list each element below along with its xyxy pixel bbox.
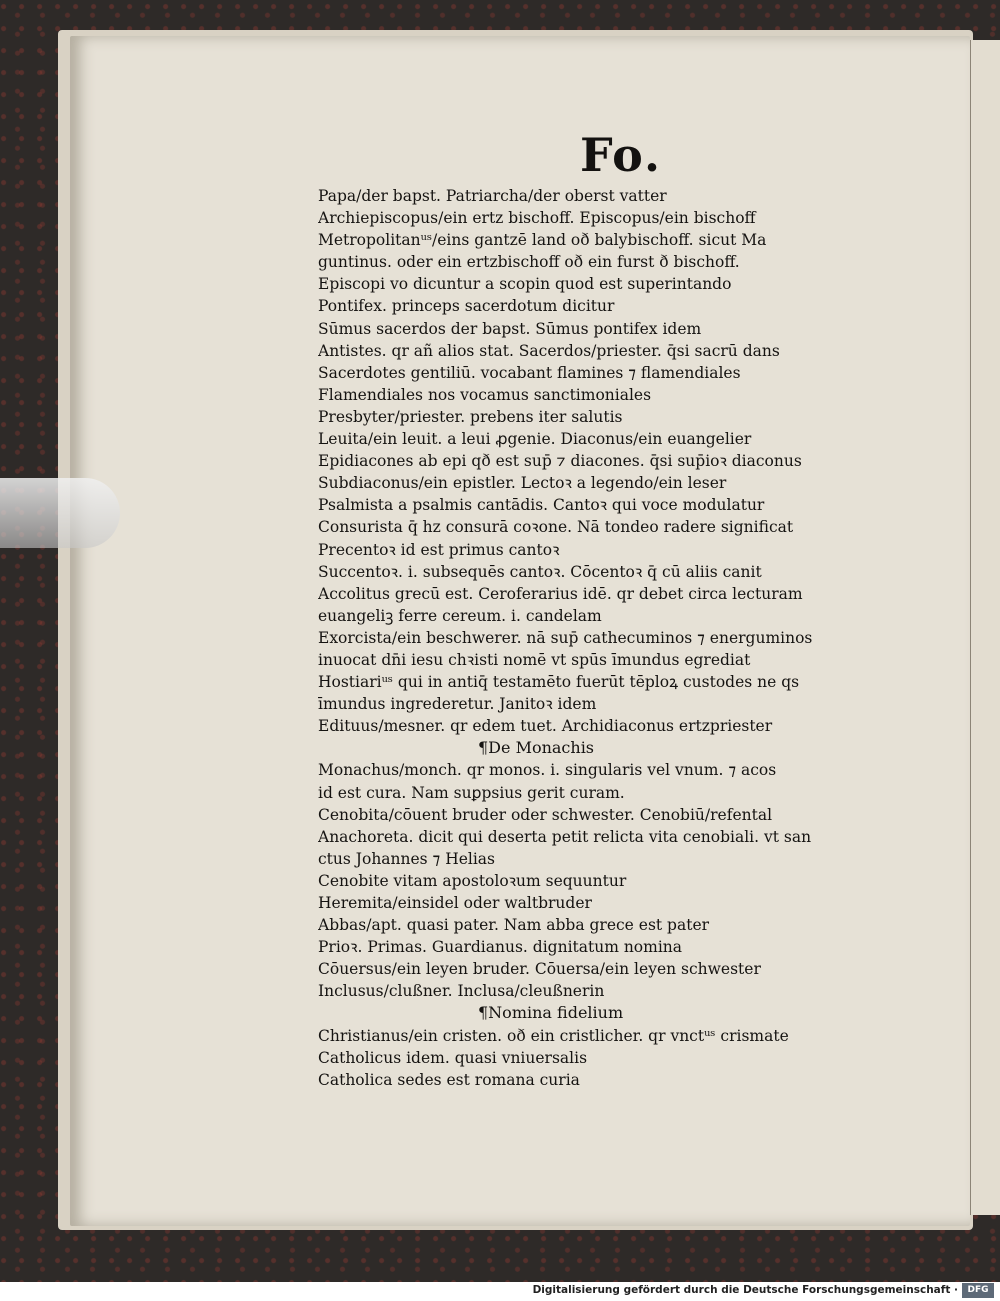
text-line: euangeliꝫ ferre cereum. i. candelam — [318, 606, 602, 625]
dfg-logo: DFG — [962, 1283, 994, 1298]
text-line: Subdiaconus/ein epistler. Lectoꝛ a legendo/ein leser — [318, 474, 727, 493]
text-line: Flamendiales nos vocamus sanctimoniales — [318, 385, 652, 404]
text-line: Pontifex. princeps sacerdotum dicitur — [318, 297, 615, 316]
text-line: Catholicus idem. quasi vniuersalis — [318, 1048, 588, 1067]
text-line: Anachoreta. dicit qui deserta petit relicta vita cenobiali. vt san — [318, 827, 812, 846]
text-line: Accolitus grecū est. Ceroferarius idē. qr debet circa lecturam — [318, 584, 803, 603]
text-line: Prioꝛ. Primas. Guardianus. dignitatum nomina — [318, 938, 683, 957]
text-line: id est cura. Nam suꝑpsius gerit curam. — [318, 783, 625, 802]
text-line: Presbyter/priester. prebens iter salutis — [318, 407, 623, 426]
text-line: īmundus ingrederetur. Janitoꝛ idem — [318, 695, 597, 714]
text-line: Catholica sedes est romana curia — [318, 1070, 580, 1089]
text-line: Psalmista a psalmis cantādis. Cantoꝛ qui voce modulatur — [318, 496, 765, 515]
page-heading: Fo. — [580, 128, 663, 182]
text-line: Episcopi vo dicuntur a scopin quod est superintando — [318, 275, 732, 294]
text-line: Consurista q̄ hz consurā coꝛone. Nā tondeo radere significat — [318, 518, 794, 537]
footer-credit: Digitalisierung gefördert durch die Deutsche Forschungsgemeinschaft · — [532, 1284, 958, 1296]
text-line: Exorcista/ein beschwerer. nā sup̄ cathecuminos ⁊ energuminos — [318, 628, 813, 647]
text-line: Cenobite vitam apostoloꝛum sequuntur — [318, 871, 627, 890]
text-line: Heremita/einsidel oder waltbruder — [318, 894, 592, 912]
text-line: Metropolitanᵘˢ/eins gantzē land oð balybischoff. sicut Ma — [318, 231, 767, 250]
text-line: Precentoꝛ id est primus cantoꝛ — [318, 540, 560, 559]
text-line: Cōuersus/ein leyen bruder. Cōuersa/ein leyen schwester — [318, 960, 761, 979]
text-line: Epidiacones ab epi qð est sup̄ ⁊ diacones. q̄si sup̄ioꝛ diaconus — [318, 452, 802, 471]
text-line: Sacerdotes gentiliū. vocabant flamines ⁊ flamendiales — [318, 363, 741, 382]
text-line: Christianus/ein cristen. oð ein cristlicher. qr vnctᵘˢ crismate — [318, 1026, 789, 1045]
text-line: Abbas/apt. quasi pater. Nam abba grece est pater — [318, 916, 710, 935]
text-line: ¶De Monachis — [478, 738, 595, 758]
text-line: ctus Johannes ⁊ Helias — [318, 849, 495, 868]
text-line: Hostiariᵘˢ qui in antiq̄ testamēto fuerūt tēploꝝ custodes ne qs — [318, 673, 800, 692]
text-line: Archiepiscopus/ein ertz bischoff. Episcopus/ein bischoff — [318, 209, 756, 228]
text-block — [318, 185, 878, 1091]
page-clip — [0, 478, 120, 548]
text-line: Inclusus/clußner. Inclusa/cleußnerin — [318, 982, 605, 1001]
text-line: inuocat dn̄i iesu chꝛisti nomē vt spūs īmundus egrediat — [318, 650, 751, 669]
text-line: Succentoꝛ. i. subsequēs cantoꝛ. Cōcentoꝛ q̄ cū aliis canit — [318, 562, 762, 581]
text-line: guntinus. oder ein ertzbischoff oð ein furst ð bischoff. — [318, 253, 740, 272]
text-line: Cenobita/cōuent bruder oder schwester. Cenobiū/refental — [318, 805, 773, 824]
text-line: Antistes. qr añ alios stat. Sacerdos/priester. q̄si sacrū dans — [318, 341, 780, 360]
text-line: Papa/der bapst. Patriarcha/der oberst vatter — [318, 187, 667, 205]
text-line: Leuita/ein leuit. a leui ꝓgenie. Diaconus/ein euangelier — [318, 430, 752, 449]
text-line: Sūmus sacerdos der bapst. Sūmus pontifex idem — [318, 319, 702, 338]
text-line: Monachus/monch. qr monos. i. singularis vel vnum. ⁊ acos — [318, 761, 777, 780]
text-line: ¶Nomina fidelium — [478, 1003, 624, 1023]
facing-page-edge — [968, 40, 1000, 1215]
footer-bar — [0, 1282, 1000, 1301]
text-line: Edituus/mesner. qr edem tuet. Archidiaconus ertzpriester — [318, 717, 773, 736]
